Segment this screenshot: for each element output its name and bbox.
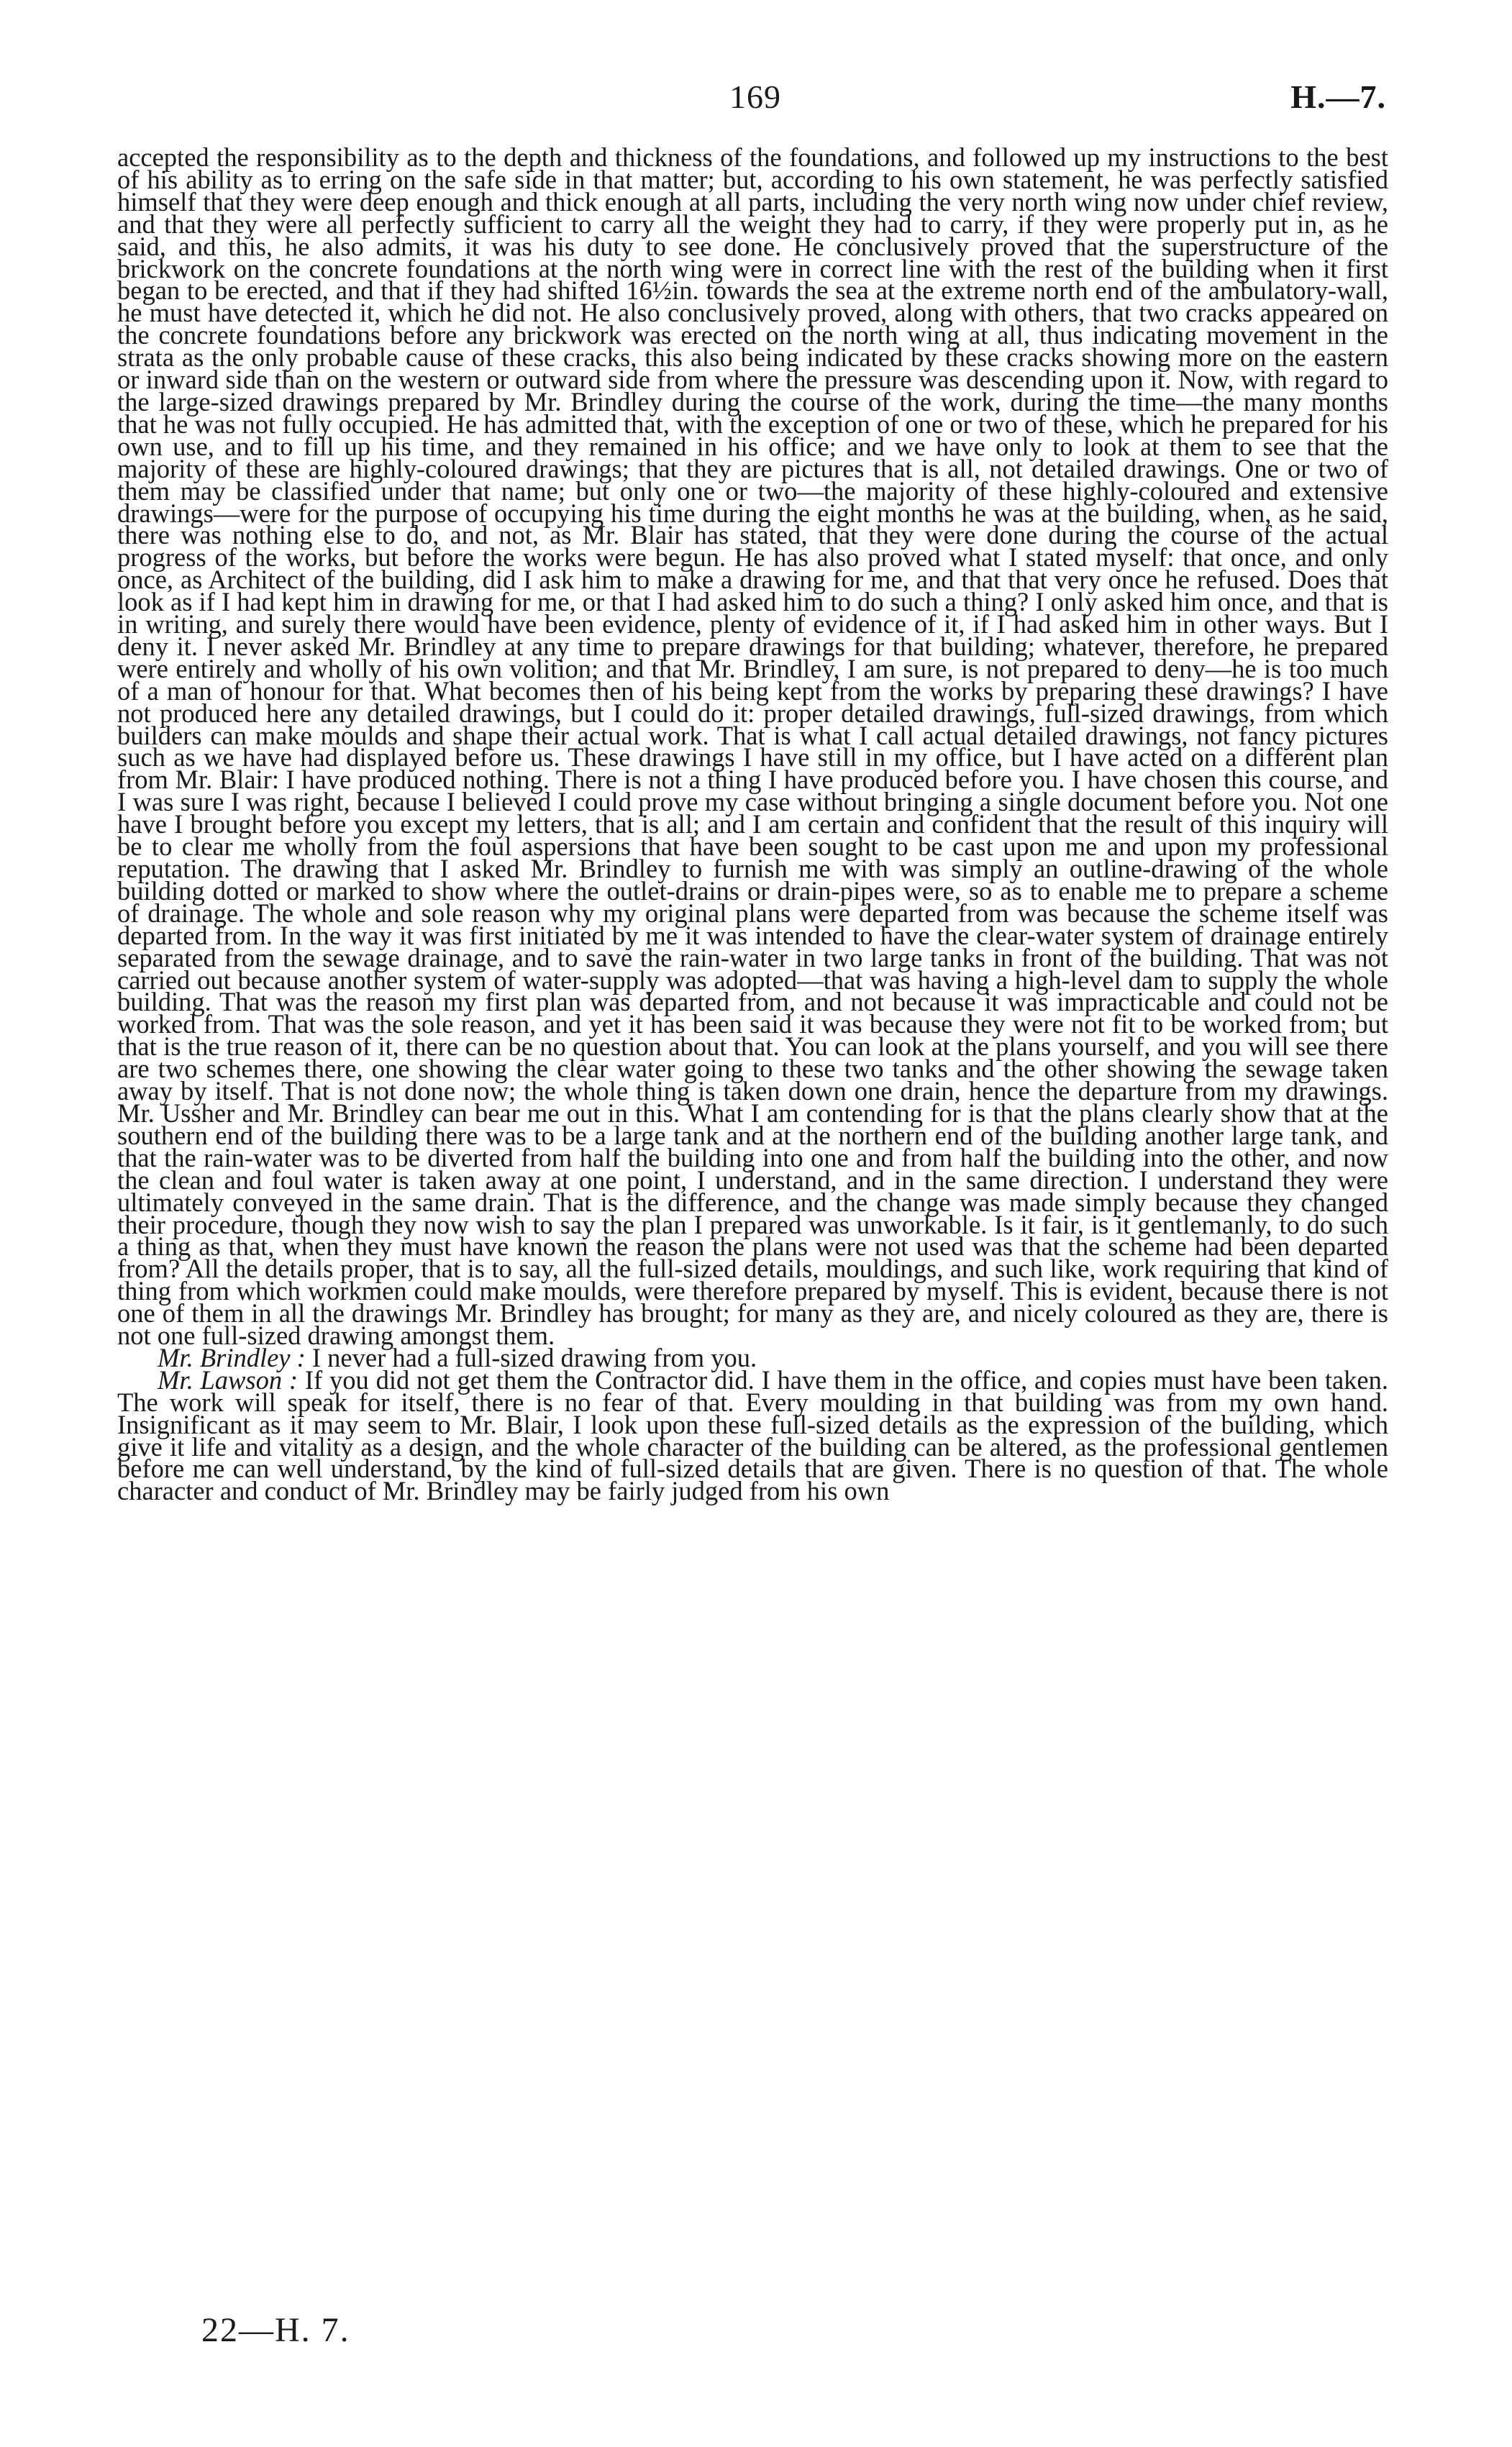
- speech-text: I never had a full-sized drawing from you.: [311, 1342, 757, 1372]
- speaker-name: Mr. Lawson :: [158, 1364, 299, 1395]
- page-number: 169: [729, 78, 781, 115]
- speech-text: If you did not get them the Contractor did. I have them in the office, and copies must have been taken. The work will speak for itself, there is no fear of that. Every moulding in that building was from my own hand. Insignificant as it may seem to Mr. Blair, I look upon these full-sized details as the expression of the building, which give it life and vitality as a design, and the whole character of the building can be altered, as the professional gentlemen before me can well understand, by the kind of full-sized details that are given. There is no question of that. The whole character and conduct of Mr. Brindley may be fairly judged from his own: [117, 1364, 1388, 1506]
- page-signature: 22—H. 7.: [201, 2311, 350, 2349]
- body-text: [117, 142, 1388, 1506]
- speaker-name: Mr. Brindley :: [158, 1342, 306, 1372]
- speech-paragraph: [117, 1364, 1388, 1506]
- document-reference: H.—7.: [1290, 78, 1386, 115]
- paragraph: accepted the responsibility as to the depth and thickness of the foundations, and followed up my instructions to the best of his ability as to erring on the safe side in that matter; but, according to his own statement, he was perfectly satisfied himself that they were deep enough and thick enough at all parts, including the very north wing now under chief review, and that they were all perfectly sufficient to carry all the weight they had to carry, if they were properly put in, as he said, and this, he also admits, it was his duty to see done. He conclusively proved that the superstructure of the brickwork on the concrete foundations at the north wing were in correct line with the rest of the building when it first began to be erected, and that if they had shifted 16½in. towards the sea at the extreme north end of the ambulatory-wall, he must have detected it, which he did not. He also conclusively proved, along with others, that two cracks appeared on the concrete foundations before any brickwork was erected on the north wing at all, thus indicating movement in the strata as the only probable cause of these cracks, this also being indicated by these cracks showing more on the eastern or inward side than on the western or outward side from where the pressure was descending upon it. Now, with regard to the large-sized drawings prepared by Mr. Brindley during the course of the work, during the time—the many months that he was not fully occupied. He has admitted that, with the exception of one or two of these, which he prepared for his own use, and to fill up his time, and they remained in his office; and we have only to look at them to see that the majority of these are highly-coloured drawings; that they are pictures that is all, not detailed drawings. One or two of them may be classified under that name; but only one or two—the majority of these highly-coloured and extensive drawings—were for the purpose of occupying his time during the eight months he was at the building, when, as he said, there was nothing else to do, and not, as Mr. Blair has stated, that they were done during the course of the actual progress of the works, but before the works were begun. He has also proved what I stated myself: that once, and only once, as Architect of the building, did I ask him to make a drawing for me, and that that very once he refused. Does that look as if I had kept him in drawing for me, or that I had asked him to do such a thing? I only asked him once, and that is in writing, and surely there would have been evidence, plenty of evidence of it, if I had asked him in other ways. But I deny it. I never asked Mr. Brindley at any time to prepare drawings for that building; whatever, therefore, he prepared were entirely and wholly of his own volition; and that Mr. Brindley, I am sure, is not prepared to deny—he is too much of a man of honour for that. What becomes then of his being kept from the works by preparing these drawings? I have not produced here any detailed drawings, but I could do it: proper detailed drawings, full-sized drawings, from which builders can make moulds and shape their actual work. That is what I call actual detailed drawings, not fancy pictures such as we have had displayed before us. These drawings I have still in my office, but I have acted on a different plan from Mr. Blair: I have produced nothing. There is not a thing I have produced before you. I have chosen this course, and I was sure I was right, because I believed I could prove my case without bringing a single document before you. Not one have I brought before you except my letters, that is all; and I am certain and confident that the result of this inquiry will be to clear me wholly from the foul aspersions that have been sought to be cast upon me and upon my professional reputation. The drawing that I asked Mr. Brindley to furnish me with was simply an outline-drawing of the whole building dotted or marked to show where the outlet-drains or drain-pipes were, so as to enable me to prepare a scheme of drainage. The whole and sole reason why my original plans were departed from was because the scheme itself was departed from. In the way it was first initiated by me it was intended to have the clear-water system of drainage entirely separated from the sewage drainage, and to save the rain-water in two large tanks in front of the building. That was not carried out because another system of water-supply was adopted—that was having a high-level dam to supply the whole building. That was the reason my first plan was departed from, and not because it was impracticable and could not be worked from. That was the sole reason, and yet it has been said it was because they were not fit to be worked from; but that is the true reason of it, there can be no question about that. You can look at the plans yourself, and you will see there are two schemes there, one showing the clear water going to these two tanks and the other showing the sewage taken away by itself. That is not done now; the whole thing is taken down one drain, hence the departure from my drawings. Mr. Ussher and Mr. Brindley can bear me out in this. What I am contending for is that the plans clearly show that at the southern end of the building there was to be a large tank and at the northern end of the building another large tank, and that the rain-water was to be diverted from half the building into one and from half the building into the other, and now the clean and foul water is taken away at one point, I understand, and in the same direction. I understand they were ultimately conveyed in the same drain. That is the difference, and the change was made simply because they changed their procedure, though they now wish to say the plan I prepared was unworkable. Is it fair, is it gentlemanly, to do such a thing as that, when they must have known the reason the plans were not used was that the scheme had been departed from? All the details proper, that is to say, all the full-sized details, mouldings, and such like, work requiring that kind of thing from which workmen could make moulds, were therefore prepared by myself. This is evident, because there is not one of them in all the drawings Mr. Brindley has brought; for many as they are, and nicely coloured as they are, there is not one full-sized drawing amongst them.: [117, 142, 1388, 1351]
